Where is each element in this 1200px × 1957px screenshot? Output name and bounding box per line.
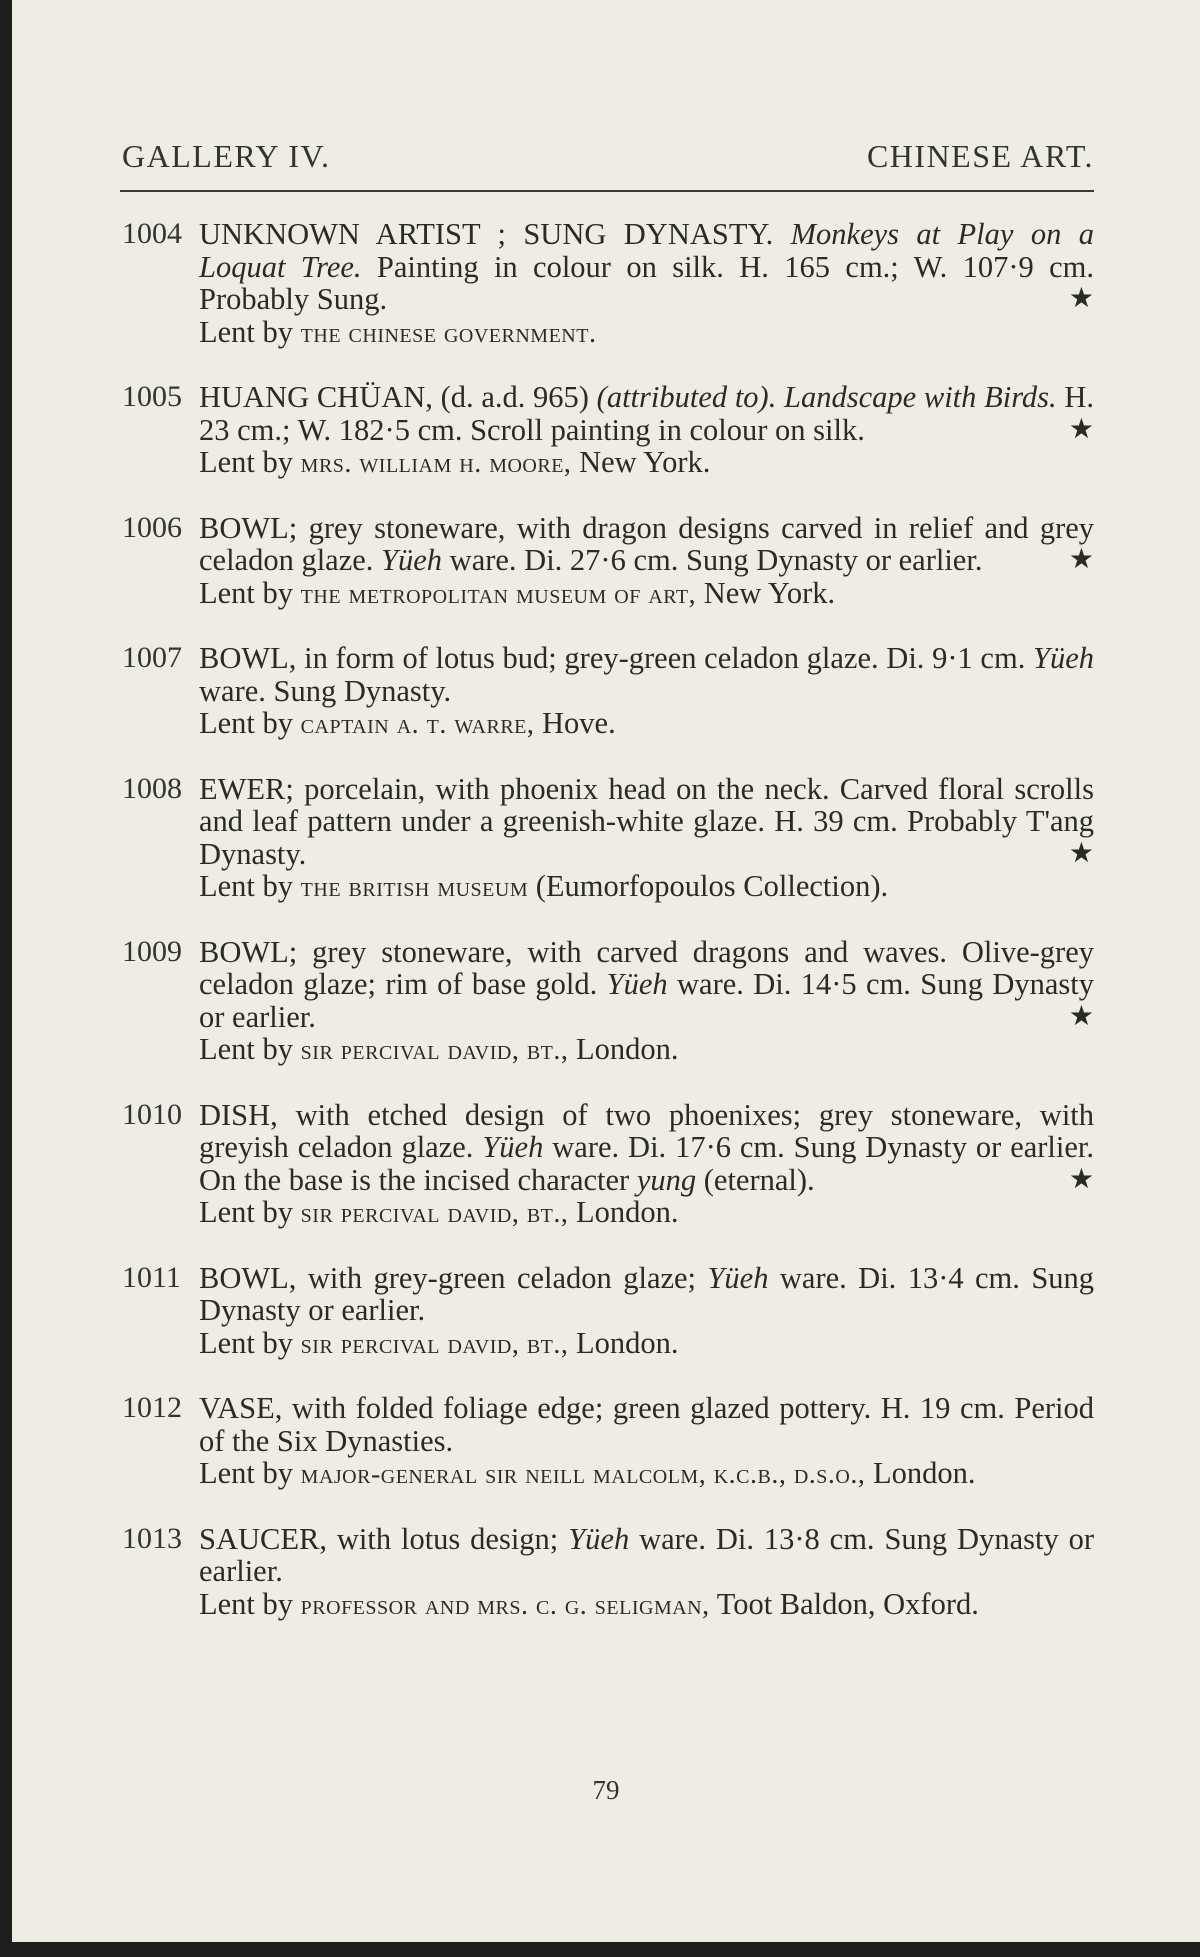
entry-description	[199, 641, 1094, 708]
star-icon: ★	[1068, 413, 1094, 445]
lender-line	[199, 870, 1094, 905]
lender-line	[199, 316, 1094, 351]
entry-number: 1005	[122, 380, 182, 413]
lender-location: New York.	[703, 575, 836, 610]
entry-italic-title: (attributed to). Landscape with Birds.	[596, 380, 1057, 414]
catalogue-entry	[122, 381, 1094, 481]
entry-text: ware. Di. 14·5 cm. Sung Dynasty or earlier.	[199, 967, 1095, 1034]
entry-title: BOWL,	[199, 641, 297, 675]
entry-text: ware. Sung Dynasty.	[199, 673, 452, 708]
lender-location: Hove.	[542, 706, 616, 740]
lender-name: the metropolitan museum of art,	[300, 578, 697, 610]
lender-name: captain a. t. warre,	[300, 709, 535, 740]
entry-description	[199, 217, 1094, 316]
lent-by-label: Lent by	[199, 1032, 294, 1066]
lender-location: London.	[576, 1325, 679, 1360]
entry-title: BOWL;	[199, 510, 298, 545]
lender-line	[199, 1457, 1094, 1492]
catalogue-entry	[122, 1392, 1094, 1492]
entry-description	[199, 1098, 1094, 1197]
lender-name: the chinese government.	[300, 317, 597, 349]
star-icon: ★	[1068, 283, 1094, 314]
lender-line	[199, 577, 1094, 612]
lent-by-label: Lent by	[199, 445, 294, 479]
catalogue-entry	[122, 1262, 1094, 1362]
entry-number: 1007	[122, 641, 182, 674]
entry-text: (d. a.d. 965)	[440, 380, 589, 414]
entry-description	[199, 772, 1094, 871]
lent-by-label: Lent by	[199, 706, 294, 740]
entry-title: EWER;	[199, 771, 294, 806]
lent-by-label: Lent by	[199, 1586, 294, 1621]
entry-title: UNKNOWN ARTIST ; SUNG DYNASTY.	[199, 217, 774, 251]
entry-italic-title: Yüeh	[606, 967, 668, 1001]
catalogue-entries	[122, 218, 1094, 1653]
lent-by-label: Lent by	[199, 575, 294, 610]
entry-text: with folded foliage edge; green glazed pottery. H. 19 cm. Period of the Six Dynasties.	[199, 1391, 1094, 1458]
entry-number: 1011	[122, 1260, 181, 1294]
entry-italic-word: yung	[636, 1162, 697, 1197]
lender-name: the british museum	[300, 872, 529, 903]
lender-name: professor and mrs. c. g. seligman,	[300, 1589, 710, 1621]
lender-name: sir percival david, bt.,	[300, 1328, 569, 1360]
entry-text: with etched design of two phoenixes; grey stoneware, with greyish celadon glaze.	[199, 1097, 1095, 1164]
entry-description	[199, 380, 1094, 447]
entry-text: ware. Di. 13·8 cm. Sung Dynasty or earlier.	[199, 1521, 1094, 1588]
star-icon: ★	[1068, 837, 1094, 869]
entry-text: grey stoneware, with dragon designs carved in relief and grey celadon glaze.	[199, 510, 1095, 577]
entry-text: H. 23 cm.; W. 182·5 cm. Scroll painting in colour on silk.	[199, 380, 1095, 447]
lender-name: major-general sir neill malcolm, k.c.b., d.s.o.,	[300, 1459, 866, 1490]
catalogue-entry	[122, 936, 1094, 1068]
lent-by-label: Lent by	[199, 314, 294, 349]
catalogue-entry	[122, 1523, 1094, 1623]
entry-text: porcelain, with phoenix head on the neck. Carved floral scrolls and leaf pattern under a greenish-white glaze. H. 39 cm. Probably T'ang Dynasty.	[199, 771, 1095, 871]
entry-description	[199, 511, 1094, 578]
lender-name: sir percival david, bt.,	[300, 1198, 569, 1229]
lent-by-label: Lent by	[199, 1456, 294, 1490]
lender-name: sir percival david, bt.,	[300, 1035, 569, 1066]
lender-line	[199, 1196, 1094, 1231]
lender-name: mrs. william h. moore,	[300, 448, 572, 479]
lent-by-label: Lent by	[199, 1195, 294, 1229]
entry-title: DISH,	[199, 1097, 278, 1132]
page-number: 79	[592, 1775, 620, 1805]
entry-italic-title: Yüeh	[707, 1260, 769, 1295]
catalogue-entry	[122, 773, 1094, 905]
entry-italic-title: Monkeys at Play on a Loquat Tree.	[199, 217, 1095, 284]
lent-by-label: Lent by	[199, 869, 294, 903]
lender-location: (Eumorfopoulos Collection).	[535, 869, 889, 903]
entry-italic-title: Yüeh	[568, 1521, 630, 1556]
lender-location: New York.	[579, 445, 711, 479]
header-gallery: GALLERY IV.	[122, 138, 331, 174]
star-icon: ★	[1068, 1000, 1094, 1032]
entry-title: HUANG CHÜAN,	[199, 380, 433, 414]
lender-location: London.	[872, 1456, 976, 1490]
entry-description	[199, 1391, 1094, 1458]
entry-number: 1008	[122, 771, 182, 805]
header-section: CHINESE ART.	[866, 138, 1094, 174]
entry-text: (eternal).	[703, 1162, 815, 1197]
entry-description	[199, 1261, 1094, 1328]
lender-location: Toot Baldon, Oxford.	[716, 1586, 979, 1621]
entry-number: 1004	[122, 217, 182, 250]
lender-line	[199, 707, 1094, 742]
entry-text: with grey-green celadon glaze;	[307, 1260, 697, 1295]
lender-location: London.	[576, 1195, 679, 1229]
entry-italic-title: Yüeh	[381, 543, 443, 577]
entry-text: ware. Di. 17·6 cm. Sung Dynasty or earlier. On the base is the incised character	[199, 1130, 1095, 1197]
catalogue-entry	[122, 1099, 1094, 1231]
entry-number: 1012	[122, 1391, 182, 1424]
entry-title: BOWL;	[199, 934, 298, 969]
entry-text: in form of lotus bud; grey-green celadon glaze. Di. 9·1 cm.	[304, 641, 1026, 675]
entry-text: ware. Di. 27·6 cm. Sung Dynasty or earlier.	[449, 543, 983, 577]
lender-line	[199, 1327, 1094, 1362]
entry-title: VASE,	[199, 1391, 283, 1425]
lender-line	[199, 1033, 1094, 1068]
entry-description	[199, 1522, 1094, 1589]
entry-number: 1010	[122, 1097, 182, 1131]
lender-line	[199, 1588, 1094, 1623]
lent-by-label: Lent by	[199, 1325, 294, 1360]
catalogue-page	[12, 0, 1200, 1942]
entry-number: 1006	[122, 510, 182, 544]
entry-text: grey stoneware, with carved dragons and waves. Olive-grey celadon glaze; rim of base gold.	[199, 934, 1094, 1001]
running-header	[122, 138, 1094, 175]
entry-italic-title: Yüeh	[482, 1130, 544, 1164]
catalogue-entry	[122, 512, 1094, 612]
catalogue-entry	[122, 642, 1094, 742]
entry-number: 1009	[122, 934, 182, 968]
entry-text: ware. Di. 13·4 cm. Sung Dynasty or earlier.	[199, 1260, 1095, 1327]
lender-location: London.	[576, 1032, 679, 1066]
entry-description	[199, 935, 1094, 1034]
catalogue-entry	[122, 218, 1094, 350]
star-icon: ★	[1068, 544, 1094, 575]
entry-text: Painting in colour on silk. H. 165 cm.; W. 107·9 cm. Probably Sung.	[199, 249, 1095, 316]
entry-italic-title: Yüeh	[1033, 641, 1094, 675]
entry-title: SAUCER,	[199, 1521, 327, 1556]
lender-line	[199, 446, 1094, 481]
header-rule	[120, 190, 1094, 192]
entry-number: 1013	[122, 1521, 182, 1555]
entry-text: with lotus design;	[336, 1521, 559, 1556]
entry-title: BOWL,	[199, 1260, 297, 1295]
star-icon: ★	[1068, 1163, 1094, 1195]
